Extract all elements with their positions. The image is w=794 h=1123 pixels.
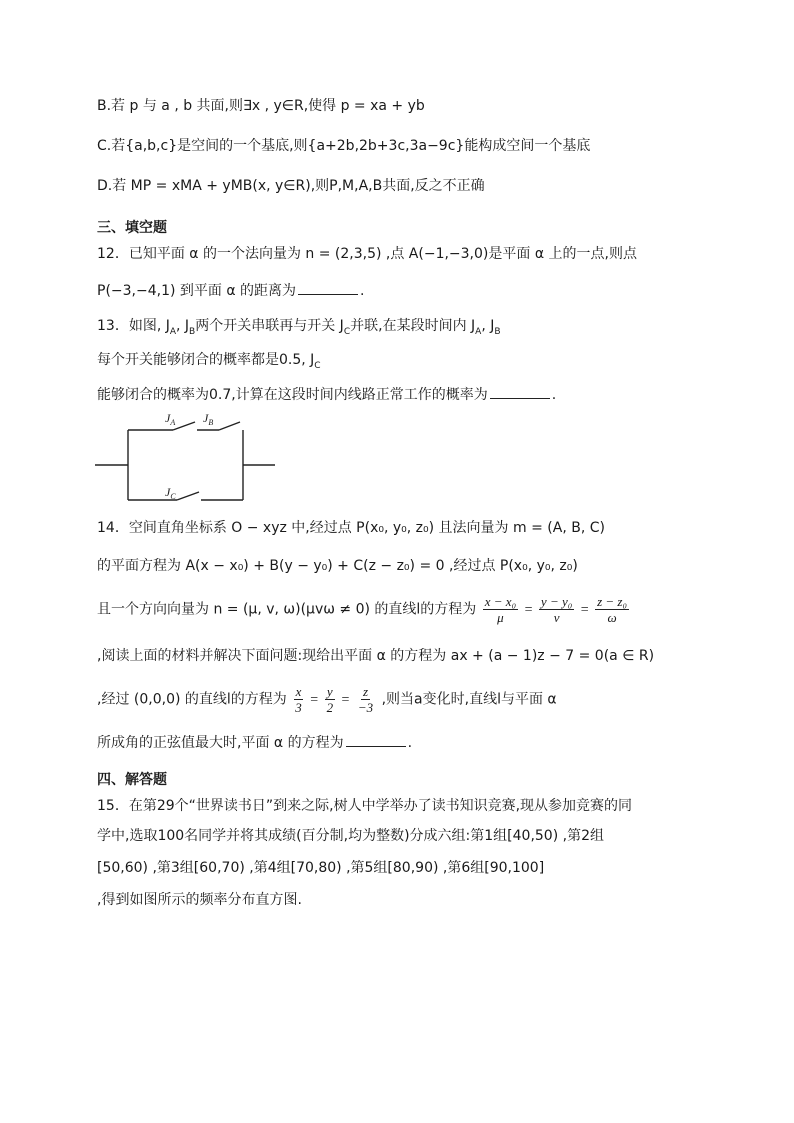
q13-t7: 能够闭合的概率为0.7,计算在这段时间内线路正常工作的概率为: [97, 387, 488, 403]
answer-blank: [346, 732, 406, 747]
switch-ja: [173, 422, 195, 430]
label-jc: $J_C$: [165, 485, 176, 501]
q14-text: 且一个方向向量为 n = (μ, v, ω)(μvω ≠ 0) 的直线l的方程为: [97, 601, 477, 618]
switch-jb: [219, 422, 240, 430]
frac-den: μ: [497, 610, 504, 625]
frac-den: v: [553, 610, 560, 625]
frac-num: y − y₀: [540, 594, 573, 609]
option-c: C.若{a,b,c}是空间的一个基底,则{a+2b,2b+3c,3a−9c}能构成空间一个基底: [97, 138, 591, 154]
q14-line3: 且一个方向向量为 n = (μ, v, ω)(μvω ≠ 0) 的直线l的方程为 $\frac{\text{x − x₀}}{\mu}$ = $\frac{\text{y − y₀}}{v}$ = $\frac{\text{z − z₀}}{\omega}$: [97, 594, 627, 625]
q13-s1: A: [169, 326, 177, 337]
fraction: [293, 684, 304, 715]
q12-text: P(−3,−4,1) 到平面 α 的距离为: [97, 283, 297, 299]
q12-line1: 12．已知平面 α 的一个法向量为 n = (2,3,5) ,点 A(−1,−3,0)是平面 α 上的一点,则点: [97, 246, 637, 262]
section-heading-fill: 三、填空题: [97, 220, 167, 236]
switch-jc: [177, 492, 199, 500]
q14-line4: ,阅读上面的材料并解决下面问题:现给出平面 α 的方程为 ax + (a − 1)z − 7 = 0(a ∈ R): [97, 648, 655, 664]
frac-den: 3: [295, 700, 302, 715]
fraction: [595, 594, 629, 625]
frac-num: z − z₀: [597, 594, 627, 609]
frac-num: x − x₀: [484, 594, 517, 609]
q13-s2: B: [189, 326, 196, 337]
q13-t2: , J: [176, 318, 190, 334]
section-heading-solve: 四、解答题: [97, 772, 167, 788]
answer-blank: [490, 384, 550, 399]
q15-line3: [50,60) ,第3组[60,70) ,第4组[70,80) ,第5组[80,90) ,第6组[90,100]: [97, 860, 545, 876]
q13-s4: A: [475, 326, 482, 337]
label-ja: $J_A$: [165, 411, 176, 427]
q15-line2: 学中,选取100名同学并将其成绩(百分制,均为整数)分成六组:第1组[40,50) ,第2组: [97, 828, 604, 844]
q14-line1: 14．空间直角坐标系 O − xyz 中,经过点 P(x₀, y₀, z₀) 且法向量为 m = (A, B, C): [97, 520, 605, 536]
q13-t5: , J: [481, 318, 495, 334]
frac-num: z: [362, 684, 369, 699]
fraction: [325, 684, 336, 715]
q13-t3: 两个开关串联再与开关 J: [195, 318, 344, 334]
option-b: B.若 p 与 a , b 共面,则∃x , y∈R,使得 p = xa + yb: [97, 98, 425, 114]
frac-den: ω: [607, 610, 617, 625]
q13-line1: [97, 316, 501, 342]
q14-text: 所成角的正弦值最大时,平面 α 的方程为: [97, 735, 344, 751]
q14-line2: 的平面方程为 A(x − x₀) + B(y − y₀) + C(z − z₀) = 0 ,经过点 P(x₀, y₀, z₀): [97, 558, 578, 574]
q13-line3: 能够闭合的概率为0.7,计算在这段时间内线路正常工作的概率为 .: [97, 384, 556, 405]
fraction: [356, 684, 375, 715]
fraction: [483, 594, 518, 625]
q15-line4: ,得到如图所示的频率分布直方图.: [97, 892, 302, 908]
q12-line2: P(−3,−4,1) 到平面 α 的距离为 .: [97, 280, 364, 301]
frac-num: y: [326, 684, 333, 699]
q14-text: ,经过 (0,0,0) 的直线l的方程为: [97, 691, 287, 708]
fraction: [539, 594, 574, 625]
frac-num: x: [295, 684, 302, 699]
q14-text: ,则当a变化时,直线l与平面 α: [381, 691, 557, 708]
q14-line5: ,经过 (0,0,0) 的直线l的方程为 $\frac{x}{3}$ = $\frac{y}{2}$ = $\frac{z}{-3}$ ,则当a变化时,直线l与平面 α: [97, 684, 557, 715]
option-d: D.若 MP = xMA + yMB(x, y∈R),则P,M,A,B共面,反之不正确: [97, 178, 485, 194]
q13-t6: 每个开关能够闭合的概率都是0.5, J: [97, 352, 315, 368]
q13-t1: 13．如图, J: [97, 318, 170, 334]
q13-line2: [97, 350, 321, 376]
label-jb: $J_B$: [203, 411, 214, 427]
q13-t4: 并联,在某段时间内 J: [350, 318, 476, 334]
q15-line1: 15．在第29个“世界读书日”到来之际,树人中学举办了读书知识竞赛,现从参加竞赛的同: [97, 798, 633, 814]
circuit-diagram: [95, 408, 280, 508]
q13-s6: C: [314, 360, 321, 371]
q14-line6: 所成角的正弦值最大时,平面 α 的方程为 .: [97, 732, 412, 753]
q13-s5: B: [494, 326, 501, 337]
frac-den: −3: [357, 700, 374, 715]
frac-den: 2: [326, 700, 334, 715]
answer-blank: [298, 280, 358, 295]
q13-s3: C: [343, 326, 351, 337]
